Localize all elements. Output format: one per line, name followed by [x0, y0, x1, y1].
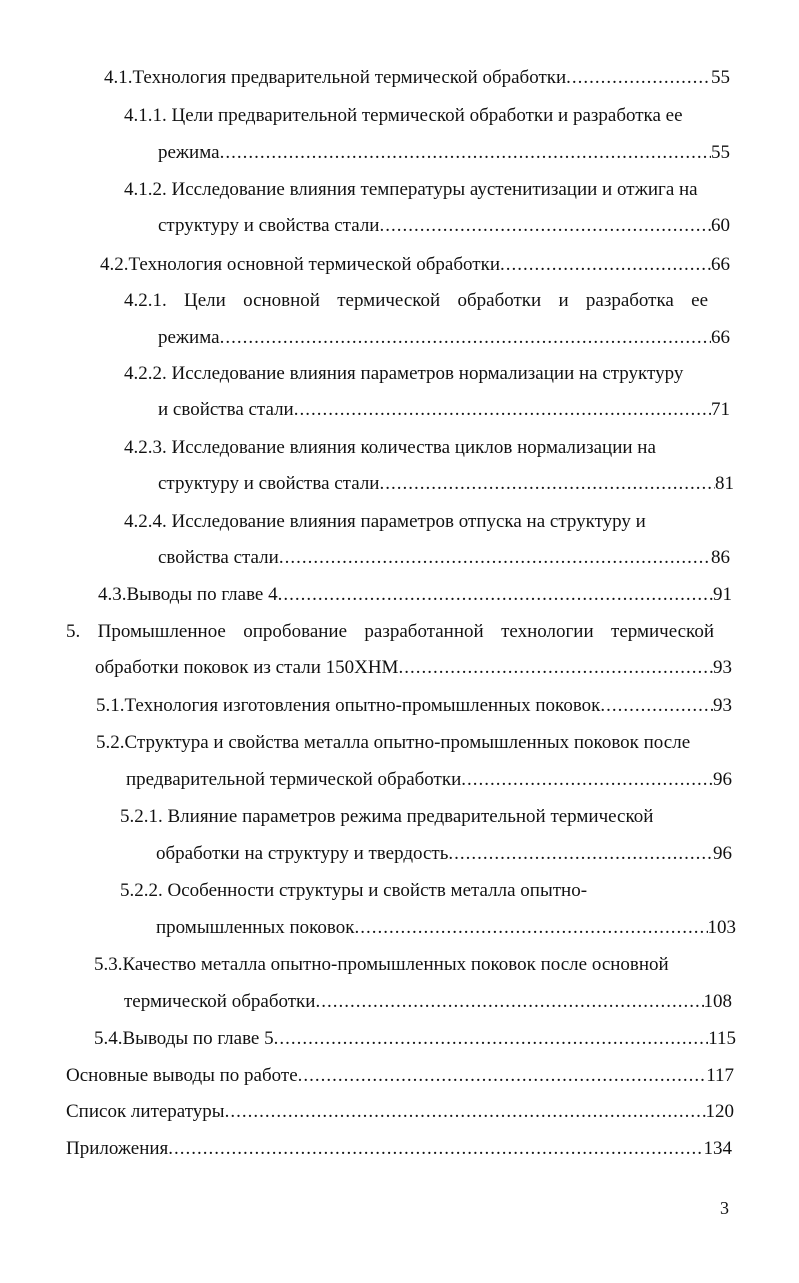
toc-entry-5-4: [94, 1027, 736, 1051]
leader-dots: [448, 842, 713, 866]
toc-entry-title: термической обработки: [124, 991, 316, 1012]
toc-entry-title: Приложения: [66, 1138, 169, 1159]
toc-entry-5-3-line2: [124, 990, 732, 1014]
toc-entry-page: 71: [711, 399, 730, 420]
toc-entry-4-2-4-line2: [158, 546, 730, 570]
toc-entry-title: 5.2.2. Особенности структуры и свойств металла опытно-: [120, 880, 588, 901]
toc-entry-page: 120: [705, 1101, 734, 1122]
toc-entry-title: 5.2.Структура и свойства металла опытно-промышленных поковок после: [96, 732, 691, 753]
toc-entry-4-2-3-line2: [158, 472, 734, 496]
toc-entry-page: 55: [711, 67, 730, 88]
toc-entry-page: 86: [711, 547, 730, 568]
toc-entry-page: 66: [711, 254, 730, 275]
toc-entry-title: 5.4.Выводы по главе 5: [94, 1028, 274, 1049]
leader-dots: [278, 583, 713, 607]
leader-dots: [379, 472, 715, 496]
toc-entry-title: 5.3.Качество металла опытно-промышленных поковок после основной: [94, 954, 669, 975]
toc-entry-5-2-line1: [96, 731, 726, 755]
leader-dots: [220, 141, 711, 165]
page-number: 3: [720, 1198, 729, 1218]
leader-dots: [298, 1064, 707, 1088]
toc-entry-title: 4.2.3. Исследование влияния количества циклов нормализации на: [124, 437, 656, 458]
leader-dots: [274, 1027, 709, 1051]
toc-entry-title: 5.2.1. Влияние параметров режима предварительной термической: [120, 806, 654, 827]
toc-entry-references: [66, 1100, 734, 1124]
toc-entry-title: 4.3.Выводы по главе 4: [98, 584, 278, 605]
leader-dots: [355, 916, 708, 940]
toc-entry-page: 96: [713, 769, 732, 790]
toc-entry-title: свойства стали: [158, 547, 279, 568]
toc-entry-page: 96: [713, 843, 732, 864]
toc-entry-4-2: [100, 253, 730, 277]
toc-entry-title: 4.2.1. Цели основной термической обработки и разработка ее: [124, 290, 708, 311]
leader-dots: [315, 990, 703, 1014]
toc-entry-5-2-1-line1: [120, 805, 700, 829]
toc-entry-page: 93: [713, 695, 732, 716]
leader-dots: [225, 1100, 706, 1124]
toc-entry-5-1: [96, 694, 732, 718]
toc-entry-4-1-2-line1: [124, 178, 724, 202]
toc-entry-title: 4.2.Технология основной термической обработки: [100, 254, 500, 275]
toc-entry-page: 91: [713, 584, 732, 605]
toc-entry-page: 134: [703, 1138, 732, 1159]
toc-entry-5-2-2-line1: [120, 879, 700, 903]
toc-entry-title: обработки поковок из стали 150ХНМ: [95, 657, 399, 678]
toc-entry-page: 93: [713, 657, 732, 678]
toc-entry-page: 55: [711, 142, 730, 163]
toc-entry-page: 108: [703, 991, 732, 1012]
leader-dots: [279, 546, 711, 570]
leader-dots: [461, 768, 713, 792]
toc-entry-page: 66: [711, 327, 730, 348]
leader-dots: [398, 656, 713, 680]
toc-entry-title: Основные выводы по работе: [66, 1065, 298, 1086]
toc-entry-title: 4.1.1. Цели предварительной термической обработки и разработка ее: [124, 105, 683, 126]
toc-entry-page: 115: [708, 1028, 736, 1049]
toc-entry-5-2-1-line2: [156, 842, 732, 866]
toc-entry-title: обработки на структуру и твердость: [156, 843, 449, 864]
toc-entry-title: 5.1.Технология изготовления опытно-промышленных поковок: [96, 695, 601, 716]
toc-entry-4-1-2-line2: [158, 214, 730, 238]
toc-entry-title: 4.2.4. Исследование влияния параметров отпуска на структуру и: [124, 511, 646, 532]
toc-entry-title: и свойства стали: [158, 399, 294, 420]
toc-entry-title: 4.1.Технология предварительной термической обработки: [104, 67, 567, 88]
toc-entry-title: промышленных поковок: [156, 917, 355, 938]
toc-entry-page: 60: [711, 215, 730, 236]
toc-entry-title: 4.1.2. Исследование влияния температуры аустенитизации и отжига на: [124, 179, 698, 200]
toc-entry-conclusions: [66, 1064, 734, 1088]
leader-dots: [294, 398, 711, 422]
toc-entry-4-2-3-line1: [124, 436, 724, 460]
toc-entry-title: структуру и свойства стали: [158, 215, 380, 236]
toc-entry-title: режима: [158, 327, 220, 348]
toc-entry-title: режима: [158, 142, 220, 163]
leader-dots: [379, 214, 711, 238]
toc-entry-4-2-1-line1: [124, 289, 708, 313]
toc-entry-5-3-line1: [94, 953, 714, 977]
toc-entry-page: 103: [707, 917, 736, 938]
toc-entry-4-2-1-line2: [158, 326, 730, 350]
leader-dots: [500, 253, 711, 277]
leader-dots: [168, 1137, 703, 1161]
toc-entry-5-line2: [95, 656, 732, 680]
toc-entry-5-2-line2: [126, 768, 732, 792]
leader-dots: [220, 326, 711, 350]
toc-entry-5-2-2-line2: [156, 916, 736, 940]
toc-entry-4-2-4-line1: [124, 510, 724, 534]
toc-entry-4-1-1-line1: [124, 104, 724, 128]
toc-entry-page: 117: [706, 1065, 734, 1086]
toc-entry-4-1-1-line2: [158, 141, 730, 165]
toc-entry-appendices: [66, 1137, 732, 1161]
toc-entry-title: 4.2.2. Исследование влияния параметров нормализации на структуру: [124, 363, 684, 384]
toc-entry-title: Список литературы: [66, 1101, 225, 1122]
toc-entry-title: структуру и свойства стали: [158, 473, 380, 494]
toc-entry-4-1: [104, 66, 730, 90]
toc-entry-4-2-2-line1: [124, 362, 724, 386]
leader-dots: [566, 66, 711, 90]
toc-entry-4-2-2-line2: [158, 398, 730, 422]
toc-entry-page: 81: [715, 473, 734, 494]
toc-entry-title: 5. Промышленное опробование разработанной технологии термической: [66, 621, 714, 642]
toc-entry-title: предварительной термической обработки: [126, 769, 462, 790]
toc-entry-4-3: [98, 583, 732, 607]
leader-dots: [600, 694, 713, 718]
toc-entry-5-line1: [66, 620, 714, 644]
